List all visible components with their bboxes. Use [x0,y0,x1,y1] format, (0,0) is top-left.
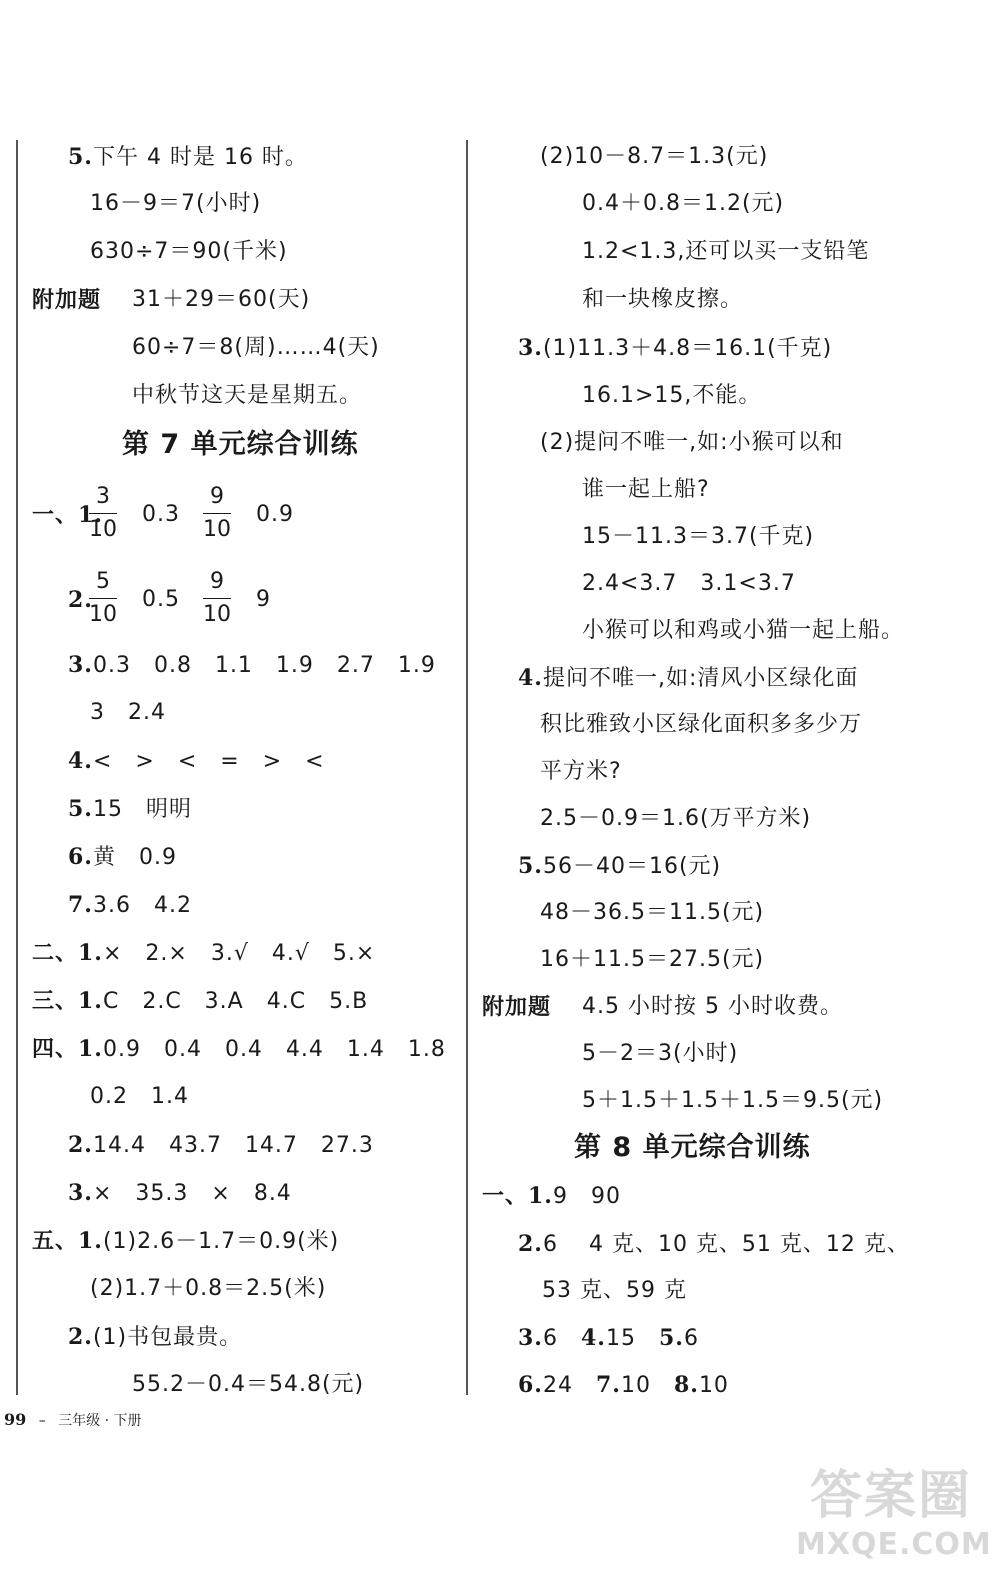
s1-q1-value-1: 0.3 [142,502,180,527]
section5-q1-line1: 五、1.(1)2.6－1.7＝0.9(米) [32,1228,340,1254]
right-line-1: (2)10－8.7＝1.3(元) [540,144,769,169]
right-line-15: 2.5－0.9＝1.6(万平方米) [540,806,812,831]
unit8-title: 第 8 单元综合训练 [574,1132,811,1163]
left-bonus-line1: 31＋29＝60(天) [132,287,311,312]
section5-q2-line1: 2.(1)书包最贵。 [68,1324,243,1350]
right-line-2: 0.4＋0.8＝1.2(元) [582,191,785,216]
s1-q7: 7.3.6 4.2 [68,892,192,918]
left-q5-line2: 16－9＝7(小时) [90,191,262,216]
right-line-6: 16.1>15,不能。 [582,383,762,408]
site-watermark: 答案圈 MXQE.COM [796,1466,992,1562]
page-number: 99 [4,1410,27,1429]
right-q4-line1: 4.提问不唯一,如:清风小区绿化面 [518,665,859,691]
section4-q2: 2.14.4 43.7 14.7 27.3 [68,1132,374,1158]
u8-q2-line1: 2.6 4 克、10 克、51 克、12 克、 [518,1231,910,1257]
right-line-17: 48－36.5＝11.5(元) [540,900,765,925]
right-line-8: 谁一起上船? [582,477,710,502]
section4-q1-line1: 四、1.0.9 0.4 0.4 4.4 1.4 1.8 [32,1036,446,1062]
s1-q4: 4.< > < = > < [68,748,325,774]
left-bonus-line3: 中秋节这天是星期五。 [132,383,363,408]
right-line-4: 和一块橡皮擦。 [582,287,744,312]
right-bonus-line3: 5＋1.5＋1.5＋1.5＝9.5(元) [582,1088,884,1113]
u8-q2-line2: 53 克、59 克 [542,1278,687,1303]
section4-q1-line2: 0.2 1.4 [90,1084,189,1109]
right-line-18: 16＋11.5＝27.5(元) [540,947,765,972]
section4-q3: 3.× 35.3 × 8.4 [68,1180,292,1206]
right-bonus-label: 附加题 [482,994,552,1020]
s1-q1-fraction-2: 9 10 [203,484,231,542]
s1-q6: 6.黄 0.9 [68,844,177,870]
s1-q1-number: 一、1. [32,502,103,528]
right-line-10: 2.4<3.7 3.1<3.7 [582,571,796,596]
grade-label: 三年级 · 下册 [58,1413,142,1429]
page-footer: 99 – 三年级 · 下册 [4,1410,142,1429]
right-q5-line1: 5.56－40＝16(元) [518,853,722,879]
s1-q2-fraction-2: 9 10 [203,569,231,627]
left-bonus-label: 附加题 [32,287,102,313]
section3-answers: 三、1.C 2.C 3.A 4.C 5.B [32,988,369,1014]
column-divider [466,140,468,1395]
right-line-14: 平方米? [540,759,622,784]
right-line-9: 15－11.3＝3.7(千克) [582,524,815,549]
s1-q3-line1: 3.0.3 0.8 1.1 1.9 2.7 1.9 [68,652,436,678]
left-bonus-line2: 60÷7＝8(周)……4(天) [132,335,380,360]
s1-q2-value-2: 9 [256,587,271,612]
s1-q2-value-1: 0.5 [142,587,180,612]
right-q3-line1: 3.(1)11.3＋4.8＝16.1(千克) [518,335,833,361]
s1-q5: 5.15 明明 [68,796,192,822]
section5-q1-line2: (2)1.7＋0.8＝2.5(米) [90,1276,327,1301]
s1-q1-fraction-1: 3 10 [89,484,117,542]
s1-q2-fraction-1: 5 10 [89,569,117,627]
u8-q6-q8: 6.24 7.10 8.10 [518,1372,729,1398]
right-line-13: 积比雅致小区绿化面积多多少万 [540,712,863,737]
right-line-3: 1.2<1.3,还可以买一支铅笔 [582,239,870,264]
left-q5-line1: 5.下午 4 时是 16 时。 [68,144,308,170]
u8-q1: 一、1.9 90 [482,1183,621,1209]
s1-q3-line2: 3 2.4 [90,700,166,725]
right-line-7: (2)提问不唯一,如:小猴可以和 [540,430,844,455]
right-bonus-line2: 5－2＝3(小时) [582,1041,739,1066]
left-q5-line3: 630÷7＝90(千米) [90,239,288,264]
unit7-title: 第 7 单元综合训练 [122,429,359,460]
left-margin-rule [16,140,18,1395]
right-bonus-line1: 4.5 小时按 5 小时收费。 [582,994,843,1019]
right-line-11: 小猴可以和鸡或小猫一起上船。 [582,618,905,643]
s1-q2-number: 2. [68,587,93,613]
u8-q3-q5: 3.6 4.15 5.6 [518,1325,699,1351]
s1-q1-value-2: 0.9 [256,502,294,527]
section2-answers: 二、1.× 2.× 3.√ 4.√ 5.× [32,940,376,966]
section5-q2-line2: 55.2－0.4＝54.8(元) [132,1372,365,1397]
